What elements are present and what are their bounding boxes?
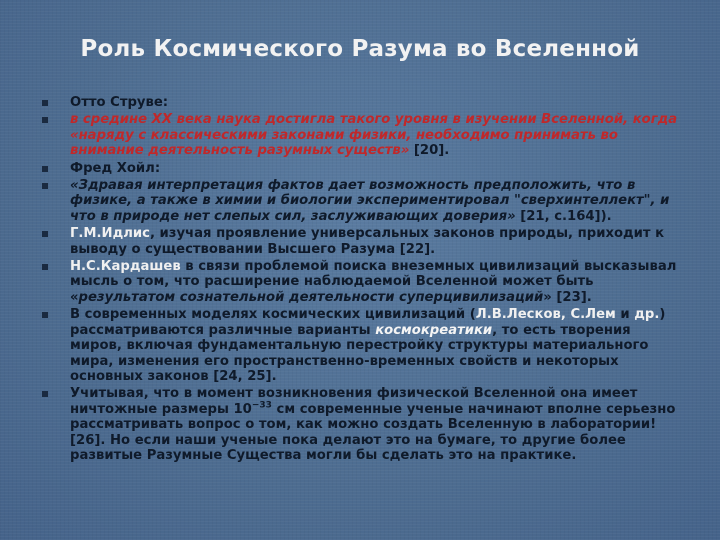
bullet-square-icon: [42, 166, 48, 172]
list-item: [42, 112, 686, 158]
slide-title: Роль Космического Разума во Вселенной: [80, 36, 640, 62]
list-item-text: «Здравая интерпретация фактов дает возможность предположить, что в физике, а также в химии и биологии экспериментировал "сверхинтеллект", и что в природе нет слепых сил, заслуживающих доверия»: [70, 178, 670, 224]
bullet-square-icon: [42, 264, 48, 270]
bullet-list: [42, 95, 686, 465]
list-item-text: Отто Струве:: [70, 95, 169, 110]
bullet-square-icon: [42, 100, 48, 106]
bullet-square-icon: [42, 183, 48, 189]
list-item: [42, 178, 686, 224]
bullet-square-icon: [42, 117, 48, 123]
list-item-text: , изучая проявление универсальных законов природы, приходит к выводу о существовании Высшего Разума [22].: [70, 226, 665, 257]
bullet-square-icon: [42, 391, 48, 397]
list-item-text: Л.В.Лесков, С.Лем: [475, 307, 616, 323]
list-item-text: В современных моделях космических цивилизаций (: [70, 307, 476, 323]
list-item: [42, 161, 686, 176]
list-item-text: Г.М.Идлис: [70, 226, 150, 242]
list-item-text: [21, с.164]).: [515, 208, 612, 224]
list-item-text: в связи проблемой поиска внеземных цивилизаций высказывал мысль о том, что расширение наблюдаемой Вселенной может быть «: [70, 259, 677, 305]
list-item-text: и: [615, 307, 635, 323]
list-item-text: в средине XX века наука достигла такого уровня в изучении Вселенной, когда «наряду с классическими законами физики, необходимо принимать во внимание деятельность разумных существ»: [70, 112, 678, 159]
list-item-text: космокреатики: [375, 322, 493, 338]
list-item-text: −33: [251, 400, 272, 411]
list-item-text: результатом сознательной деятельности суперцивилизаций: [78, 289, 544, 305]
list-item-text: [20].: [409, 143, 450, 159]
list-item-text: » [23].: [543, 289, 592, 305]
list-item-text: Н.С.Кардашев: [70, 259, 181, 275]
list-item-text: ) рассматриваются различные варианты: [70, 307, 666, 338]
list-item: [42, 386, 686, 463]
list-item-text: Учитывая, что в момент возникновения физической Вселенной она имеет ничтожные размеры 10: [70, 386, 638, 417]
bullet-square-icon: [42, 231, 48, 237]
list-item-text: др.: [634, 307, 660, 323]
bullet-square-icon: [42, 312, 48, 318]
list-item: [42, 259, 686, 305]
list-item: [42, 95, 686, 110]
list-item: [42, 226, 686, 257]
list-item-text: Фред Хойл:: [70, 160, 161, 176]
list-item-text: , то есть творения миров, включая фундаментальную перестройку структуры материального мира, изменения его пространственно-временных свойств и некоторых основных законов [24, 25].: [70, 322, 649, 384]
list-item-text: см современные ученые начинают вполне серьезно рассматривать вопрос о том, как можно создать Вселенную в лаборатории! [26]. Но если наши ученые пока делают это на бумаге, то другие более развитые Разумные Существа могли бы сделать это на практике.: [70, 401, 676, 463]
list-item: [42, 307, 686, 384]
